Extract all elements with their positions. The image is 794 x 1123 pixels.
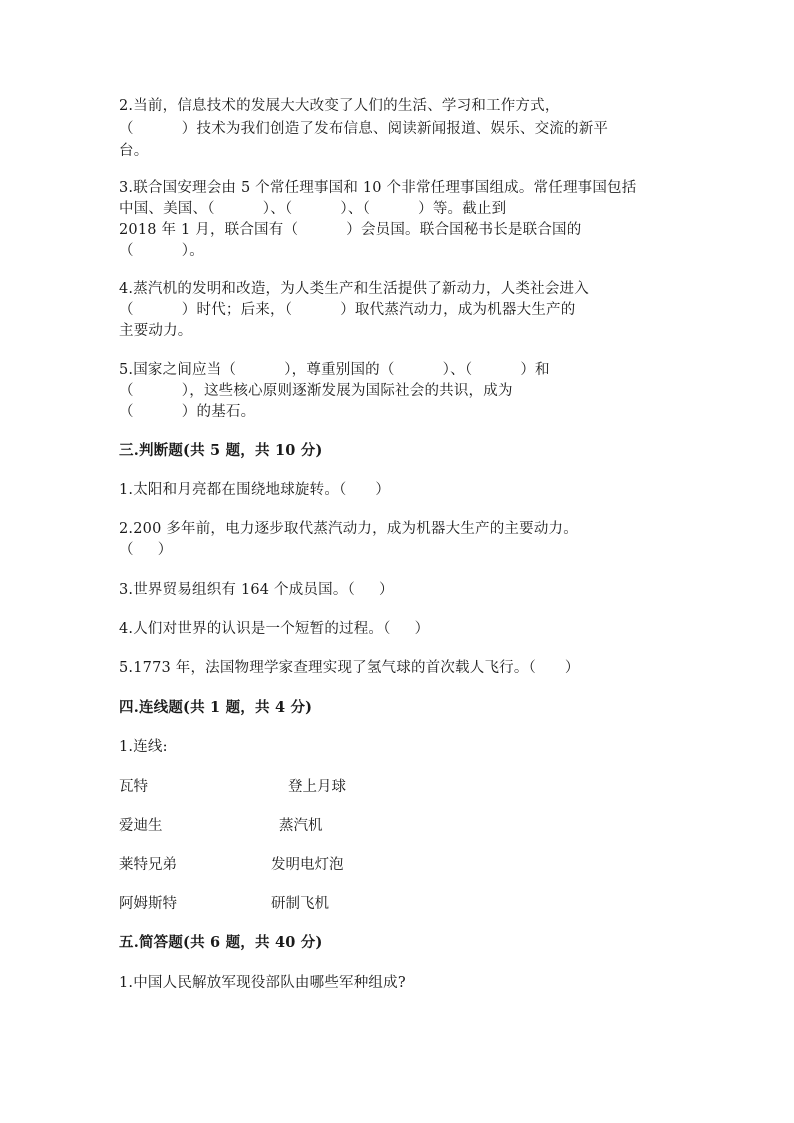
fill-q5-line1: 5.国家之间应当（ ），尊重别国的（ ）、（ ）和 [119, 362, 550, 378]
match-right-item: 蒸汽机 [279, 818, 323, 834]
match-q1: 1.连线: [119, 739, 168, 755]
short-answer-q1: 1.中国人民解放军现役部队由哪些军种组成? [119, 975, 406, 991]
fill-q3-line2: 中国、美国、（ ）、（ ）、（ ）等。截止到 [119, 201, 507, 217]
fill-q4-line1: 4.蒸汽机的发明和改造，为人类生产和生活提供了新动力，人类社会进入 [119, 281, 589, 297]
fill-q5-line2: （ ），这些核心原则逐渐发展为国际社会的共识，成为 [119, 383, 513, 399]
match-left-item: 阿姆斯特 [119, 896, 177, 912]
section4-heading: 四.连线题(共 1 题，共 4 分) [119, 699, 313, 716]
judge-q3: 3.世界贸易组织有 164 个成员国。（ ） [119, 582, 394, 598]
match-right-item: 研制飞机 [271, 896, 329, 912]
match-right-item: 发明电灯泡 [271, 857, 344, 873]
section5-heading: 五.简答题(共 6 题，共 40 分) [119, 934, 323, 951]
fill-q3-line1: 3.联合国安理会由 5 个常任理事国和 10 个非常任理事国组成。常任理事国包括 [119, 180, 637, 196]
judge-q2-line1: 2.200 多年前，电力逐步取代蒸汽动力，成为机器大生产的主要动力。 [119, 521, 578, 537]
match-left-item: 爱迪生 [119, 818, 163, 834]
match-left-item: 瓦特 [119, 779, 148, 795]
judge-q2-line2: （ ） [119, 542, 173, 558]
fill-q3-line3: 2018 年 1 月，联合国有（ ）会员国。联合国秘书长是联合国的 [119, 222, 582, 238]
match-right-item: 登上月球 [288, 779, 346, 795]
fill-q2-line2: （ ）技术为我们创造了发布信息、阅读新闻报道、娱乐、交流的新平 [119, 121, 609, 137]
fill-q4-line2: （ ）时代；后来，（ ）取代蒸汽动力，成为机器大生产的 [119, 302, 576, 318]
fill-q2-line3: 台。 [119, 143, 149, 159]
fill-q4-line3: 主要动力。 [119, 323, 193, 339]
section3-heading: 三.判断题(共 5 题，共 10 分) [119, 442, 323, 459]
fill-q5-line3: （ ）的基石。 [119, 404, 256, 420]
fill-q3-line4: （ ）。 [119, 243, 204, 259]
judge-q1: 1.太阳和月亮都在围绕地球旋转。（ ） [119, 482, 391, 498]
judge-q5: 5.1773 年，法国物理学家查理实现了氢气球的首次载人飞行。（ ） [119, 660, 580, 676]
match-left-item: 莱特兄弟 [119, 857, 177, 873]
judge-q4: 4.人们对世界的认识是一个短暂的过程。（ ） [119, 621, 430, 637]
fill-q2-line1: 2.当前，信息技术的发展大大改变了人们的生活、学习和工作方式， [119, 98, 560, 114]
